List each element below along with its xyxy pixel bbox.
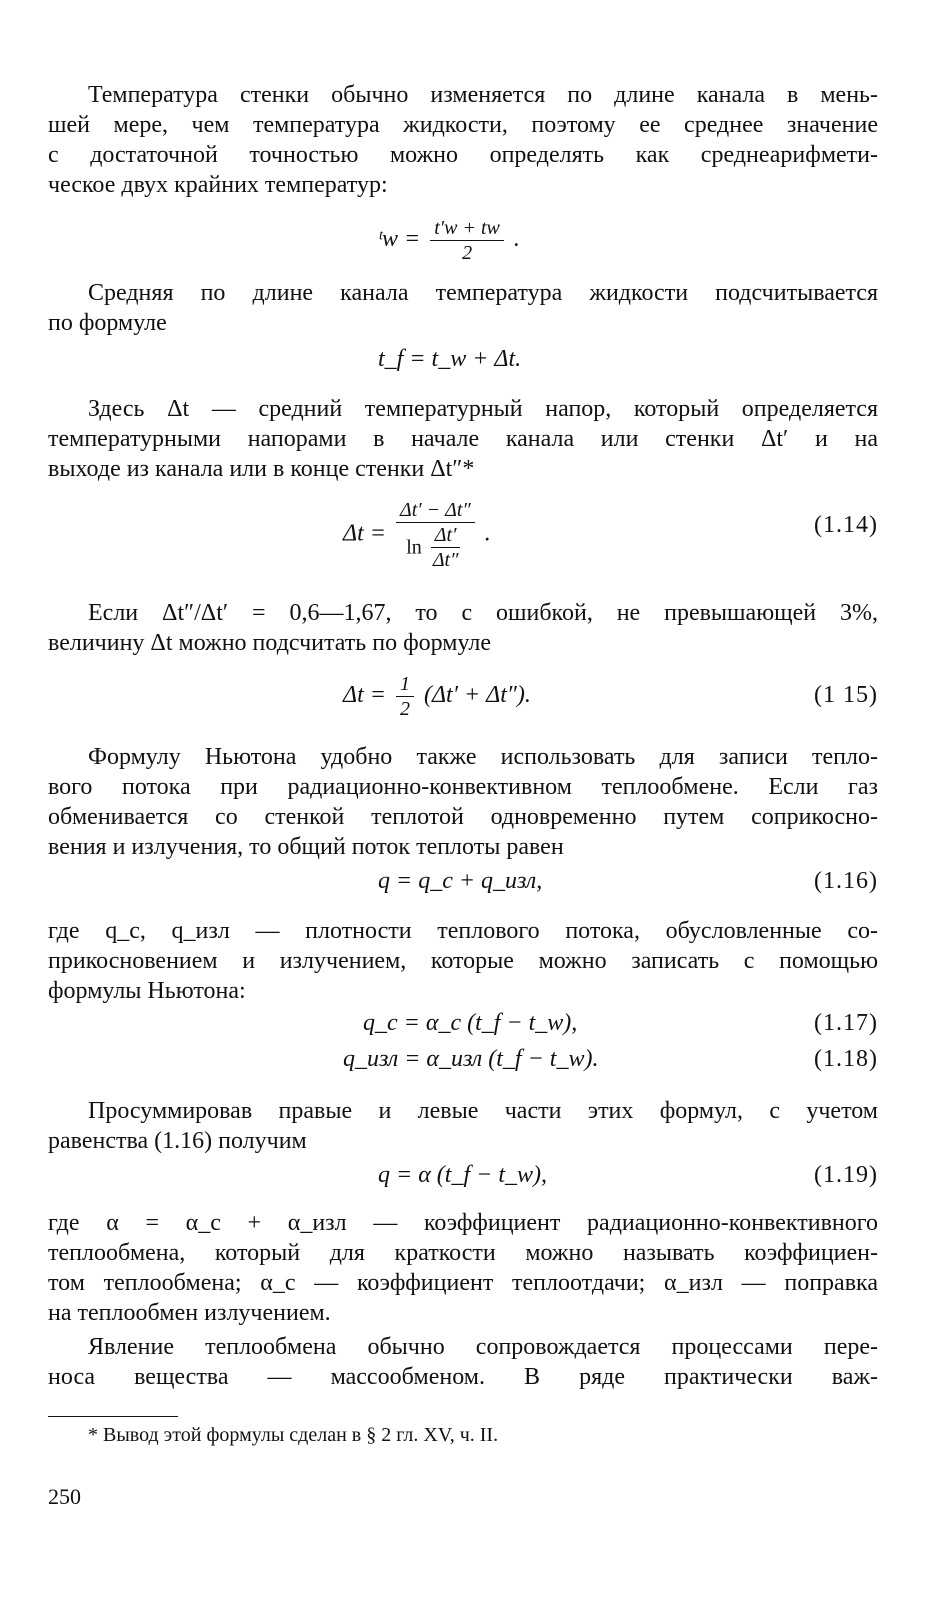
- equation-lhs: Δt =: [343, 682, 386, 709]
- equation-expr: q_изл = α_изл (t_f − t_w).: [343, 1046, 599, 1072]
- equation-number: (1.17): [814, 1010, 878, 1036]
- paragraph-coefficient-definition: [48, 1208, 878, 1328]
- paragraph-summation: [48, 1096, 878, 1156]
- equation-rhs: (Δt′ + Δt″).: [423, 682, 531, 709]
- footnote: * Вывод этой формулы сделан в § 2 гл. XV, ч. II.: [88, 1424, 499, 1446]
- text-line: величину Δt можно подсчитать по формуле: [48, 630, 492, 656]
- equation-lhs: ᵗw =: [378, 226, 421, 253]
- equation-number: (1.14): [814, 512, 878, 538]
- fraction: [396, 672, 414, 721]
- fraction-numerator: 1: [396, 672, 414, 697]
- text-line: формулы Ньютона:: [48, 978, 246, 1004]
- text-line: носа вещества — массообменом. В ряде практически важ-: [48, 1364, 878, 1390]
- footnote-rule: [48, 1416, 178, 1417]
- paragraph-newton-formula: [48, 742, 878, 862]
- text-line: температурными напорами в начале канала или стенки Δt′ и на: [48, 426, 878, 452]
- text-line: выходе из канала или в конце стенки Δt″*: [48, 456, 475, 482]
- text-line: Средняя по длине канала температура жидкости подсчитывается: [88, 280, 878, 306]
- fraction-denominator: 2: [462, 242, 473, 264]
- text-line: Если Δt″/Δt′ = 0,6—1,67, то с ошибкой, не превышающей 3%,: [88, 600, 878, 626]
- fraction-denominator: [396, 523, 475, 572]
- fraction-numerator: Δt′ − Δt″: [396, 498, 475, 523]
- paragraph-temperature-head: [48, 394, 878, 484]
- equation-lhs: Δt =: [343, 520, 386, 547]
- text-line: с достаточной точностью можно определять как среднеарифмети-: [48, 142, 878, 168]
- equation-1-16: [48, 868, 878, 908]
- text-line: прикосновением и излучением, которые можно записать с помощью: [48, 948, 878, 974]
- text-line: Формулу Ньютона удобно также использовать для записи тепло-: [88, 744, 878, 770]
- equation-expr: q = α (t_f − t_w),: [378, 1162, 547, 1188]
- paragraph-fluid-mean: [48, 278, 878, 338]
- equation-tail: .: [513, 226, 520, 253]
- paragraph-heat-flux-densities: [48, 916, 878, 1006]
- text-line: шей мере, чем температура жидкости, поэтому ее среднее значение: [48, 112, 878, 138]
- equation-number: (1 15): [814, 682, 878, 708]
- log-symbol: ln: [406, 536, 422, 559]
- equation-fluid-mean: [48, 346, 878, 386]
- text-line: Просуммировав правые и левые части этих формул, с учетом: [88, 1098, 878, 1124]
- equation-expr: t_f = t_w + Δt.: [378, 346, 522, 372]
- inner-denominator: Δt″: [432, 549, 459, 571]
- text-line: Температура стенки обычно изменяется по длине канала в мень-: [88, 82, 878, 108]
- text-line: по формуле: [48, 310, 167, 336]
- paragraph-approximation: [48, 598, 878, 658]
- paragraph-wall-temperature: [48, 80, 878, 200]
- text-line: равенства (1.16) получим: [48, 1128, 307, 1154]
- paragraph-mass-transfer: [48, 1332, 878, 1392]
- text-line: ческое двух крайних температур:: [48, 172, 388, 198]
- equation-expr: q_c = α_c (t_f − t_w),: [363, 1010, 578, 1036]
- equation-expr: q = q_c + q_изл,: [378, 868, 543, 894]
- fraction-numerator: t′w + tw: [430, 216, 504, 241]
- equation-number: (1.18): [814, 1046, 878, 1072]
- text-line: теплообмена, который для краткости можно называть коэффициен-: [48, 1240, 878, 1266]
- equation-1-14: [48, 492, 878, 582]
- text-line: Здесь Δt — средний температурный напор, который определяется: [88, 396, 878, 422]
- equation-number: (1.19): [814, 1162, 878, 1188]
- equation-1-17: [48, 1010, 878, 1050]
- text-line: обменивается со стенкой теплотой одновременно путем соприкосно-: [48, 804, 878, 830]
- fraction-denominator: 2: [399, 698, 410, 720]
- page-number: 250: [48, 1484, 81, 1509]
- inner-fraction: [431, 523, 461, 572]
- text-line: вого потока при радиационно-конвективном теплообмене. Если газ: [48, 774, 878, 800]
- inner-numerator: Δt′: [431, 523, 461, 548]
- fraction: [396, 498, 475, 572]
- text-line: где α = α_c + α_изл — коэффициент радиационно-конвективного: [48, 1210, 878, 1236]
- text-line: вения и излучения, то общий поток теплоты равен: [48, 834, 564, 860]
- equation-1-15: [48, 670, 878, 730]
- text-line: на теплообмен излучением.: [48, 1300, 331, 1326]
- equation-1-19: [48, 1162, 878, 1202]
- text-line: Явление теплообмена обычно сопровождается процессами пере-: [88, 1334, 878, 1360]
- equation-wall-mean: [48, 212, 878, 262]
- equation-tail: .: [484, 520, 491, 547]
- fraction: [430, 216, 504, 265]
- equation-number: (1.16): [814, 868, 878, 894]
- text-line: том теплообмена; α_c — коэффициент теплоотдачи; α_изл — поправка: [48, 1270, 878, 1296]
- text-line: где q_c, q_изл — плотности теплового потока, обусловленные со-: [48, 918, 878, 944]
- equation-1-18: [48, 1046, 878, 1086]
